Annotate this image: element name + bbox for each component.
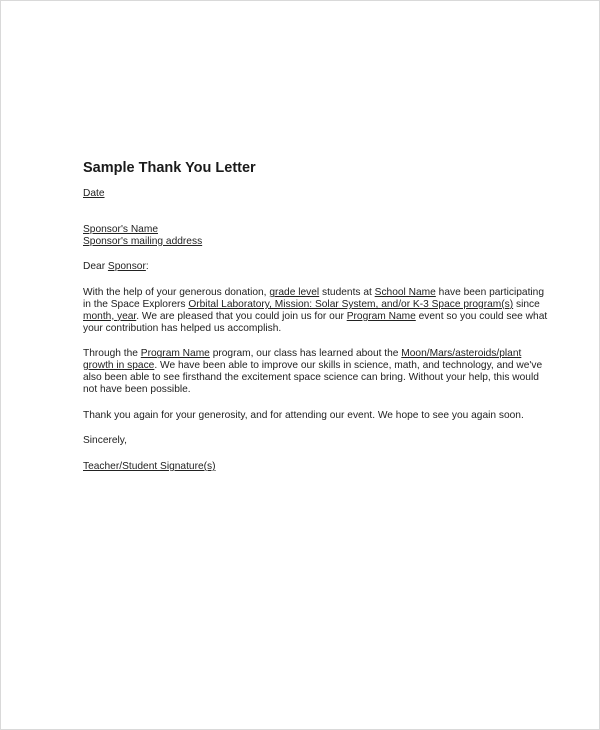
month-year-field: month, year: [83, 310, 137, 322]
greeting-sponsor-field: Sponsor: [107, 261, 146, 273]
p1-text-3: have been participating in the Space Explorers: [83, 287, 545, 310]
p1-text-4: since: [513, 298, 540, 310]
p2-text-1: Through the: [83, 348, 141, 360]
letter-title: Sample Thank You Letter: [83, 160, 256, 176]
date-block: [83, 188, 549, 200]
program-name-field: Program Name: [346, 310, 416, 322]
sponsor-address-field: Sponsor's mailing address: [83, 235, 203, 247]
program-list-field: Orbital Laboratory, Mission: Solar System, and/or K-3 Space program(s): [188, 298, 514, 310]
paragraph-thanks: Thank you again for your generosity, and for attending our event. We hope to see you again soon.: [83, 409, 524, 421]
topic-field: Moon/Mars/asteroids/plant growth in space: [83, 348, 522, 372]
greeting-line: [83, 261, 549, 273]
greeting-prefix: Dear: [83, 261, 108, 273]
p1-text-2: students at: [319, 287, 375, 299]
p2-text-2: program, our class has learned about the: [209, 348, 402, 360]
p1-text-6: event so you could see what your contribution has helped us accomplish.: [83, 310, 548, 334]
closing-line: Sincerely,: [83, 435, 127, 447]
paragraph-donation: [83, 287, 549, 334]
program-name-field-2: Program Name: [140, 348, 210, 360]
school-name-field: School Name: [374, 287, 436, 299]
signature-field: Teacher/Student Signature(s): [83, 461, 216, 473]
greeting-suffix: :: [145, 261, 149, 273]
p1-text-1: With the help of your generous donation,: [83, 287, 270, 299]
p1-text-5: . We are pleased that you could join us for our: [136, 310, 347, 322]
p2-text-3: . We have been able to improve our skills in science, math, and technology, and we've also been able to see firsthand the excitement space science can bring. Without your help, this would not have been possible.: [83, 360, 543, 395]
sponsor-name-field: Sponsor's Name: [83, 223, 158, 235]
sponsor-block: [83, 224, 549, 248]
date-field: Date: [83, 188, 105, 199]
letter-body: [83, 159, 549, 473]
grade-level-field: grade level: [269, 287, 320, 299]
paragraph-learning: [83, 348, 549, 395]
signature-block: [83, 461, 549, 473]
